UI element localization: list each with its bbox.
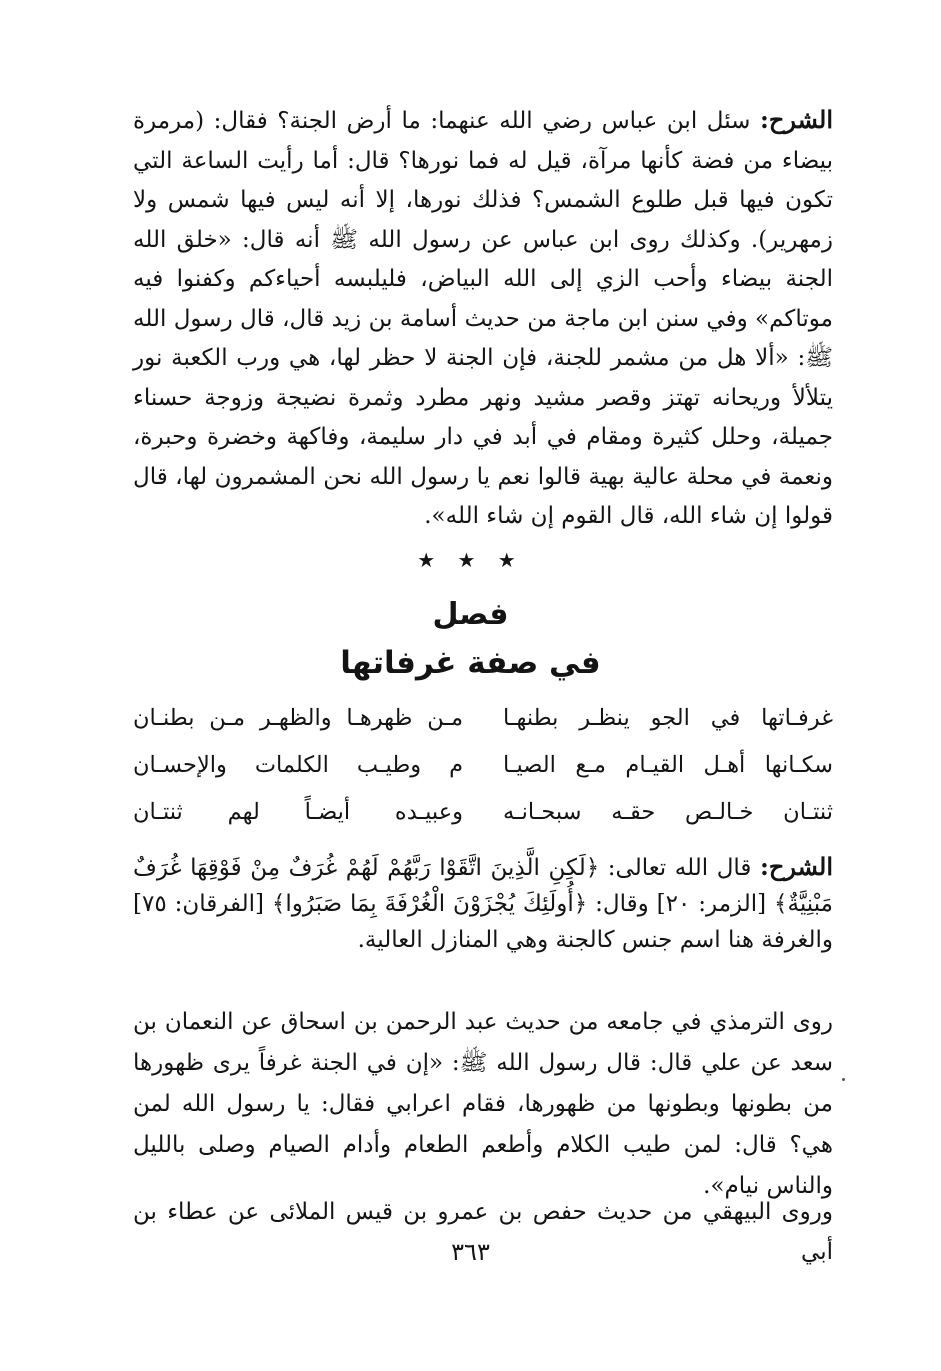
section-separator: ★ ★ ★	[417, 548, 524, 572]
verse-second-hemistich: وعبيـده أيضـاً لهم ثنتـان	[133, 799, 463, 825]
hadith-paragraph-tirmidhi: روى الترمذي في جامعه من حديث عبد الرحمن بن اسحاق عن النعمان بن سعد عن علي قال: قال رسول الله ﷺ: «إن في الجنة غرفاً يرى ظهورها من بطونها وبطونها من ظهورها، فقام اعرابي فقال: يا رسول الله لمن هي؟ قال: لمن طيب الكلام وأطعم الطعام وأدام الصيام وصلى بالليل والناس نيام».	[133, 1009, 833, 1199]
verse-first-hemistich: سكـانها أهـل القيـام مـع الصيـا	[503, 752, 833, 778]
poem-verse	[133, 705, 833, 752]
verse-second-hemistich: م وطيـب الكلمات والإحسـان	[133, 752, 463, 778]
commentary-text: قال الله تعالى: ﴿لَكِنِ الَّذِينَ اتَّقَوْا رَبَّهُمْ لَهُمْ غُرَفٌ مِنْ فَوْقِهَا غُرَفٌ مَبْنِيَّةٌ﴾ [الزمر: ٢٠] وقال: ﴿أُولَئِكَ يُجْزَوْنَ الْغُرْفَةَ بِمَا صَبَرُوا﴾ [الفرقان: ٧٥] والغرفة هنا اسم جنس كالجنة وهي المنازل العالية.	[133, 855, 833, 953]
margin-dot	[842, 1078, 845, 1081]
commentary-label: الشرح:	[760, 105, 833, 134]
page-number: ٣٦٣	[451, 1238, 490, 1266]
chapter-subtitle: في صفة غرفاتها	[340, 645, 601, 681]
verse-first-hemistich: ثنتـان خـالـص حقـه سبحـانـه	[503, 799, 833, 825]
chapter-title: فصل	[432, 597, 509, 632]
hadith-paragraph-bayhaqi: وروى البيهقي من حديث حفص بن عمرو بن قيس الملائى عن عطاء بن أبي	[133, 1199, 833, 1265]
poem-verse	[133, 799, 833, 846]
commentary-paragraph-2	[133, 849, 833, 958]
verse-second-hemistich: مـن ظهرهـا والظهـر مـن بطنـان	[133, 705, 463, 731]
poem-verse	[133, 752, 833, 799]
commentary-paragraph-1	[133, 100, 833, 537]
commentary-label: الشرح:	[760, 852, 834, 881]
verse-first-hemistich: غرفـاتها في الجو ينظـر بطنهـا	[503, 705, 833, 731]
commentary-text: سئل ابن عباس رضي الله عنهما: ما أرض الجنة؟ فقال: (مرمرة بيضاء من فضة كأنها مرآة، قيل له فما نورها؟ قال: أما رأيت الساعة التي تكون فيها قبل طلوع الشمس؟ فذلك نورها، إلا أنه ليس فيها شمس ولا زمهرير). وكذلك روى ابن عباس عن رسول الله ﷺ أنه قال: «خلق الله الجنة بيضاء وأحب الزي إلى الله البياض، فليلبسه أحياءكم وكفنوا فيه موتاكم» وفي سنن ابن ماجة من حديث أسامة بن زيد قال، قال رسول الله ﷺ: «ألا هل من مشمر للجنة، فإن الجنة لا حظر لها، هي ورب الكعبة نور يتلألأ وريحانه تهتز وقصر مشيد ونهر مطرد وثمرة نضيجة وزوجة حسناء جميلة، وحلل كثيرة ومقام في أبد في دار سليمة، وفاكهة وخضرة وحبرة، ونعمة في محلة عالية بهية قالوا نعم يا رسول الله نحن المشمرون لها، قال قولوا إن شاء الله، قال القوم إن شاء الله».	[133, 108, 833, 529]
